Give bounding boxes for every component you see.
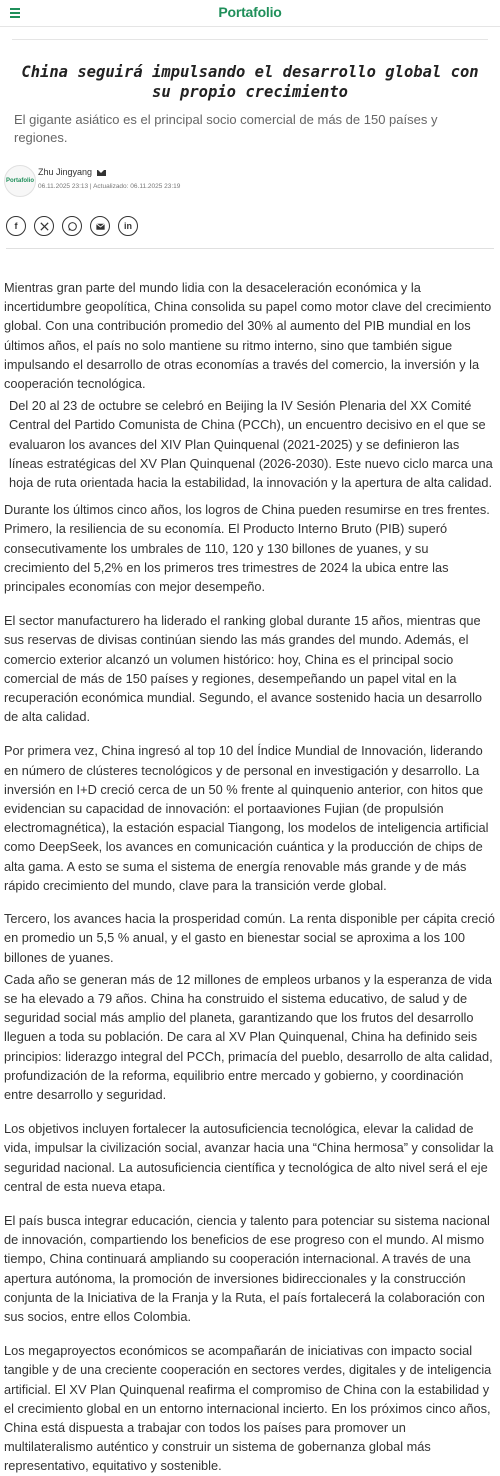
avatar: Portafolio [4,165,36,197]
paragraph: Del 20 al 23 de octubre se celebró en Beijing la IV Sesión Plenaria del XX Comité Central del Partido Comunista de China (PCCh), un encuentro decisivo en el que se evaluaron los avances del XIV Plan Quinquenal (2021-2025) y se definieron las líneas estratégicas del XV Plan Quinquenal (2026-2030). Este nuevo ciclo marca una hoja de ruta orientada hacia la estabilidad, la innovación y la apertura de alta calidad. [9,398,493,491]
author-block [0,165,500,205]
linkedin-icon[interactable]: in [118,216,138,236]
share-divider [6,248,494,249]
author-name[interactable] [38,167,106,177]
header-divider [12,39,488,40]
mail-icon[interactable] [97,170,106,176]
facebook-icon[interactable]: f [6,216,26,236]
paragraph: Cada año se generan más de 12 millones de empleos urbanos y la esperanza de vida se ha elevado a 79 años. China ha construido el sistema educativo, de salud y de seguridad social más amplio del planeta, garantizando que los frutos del desarrollo lleguen a toda su población. De cara al XV Plan Quinquenal, China ha definido seis principios: liderazgo integral del PCCh, primacía del pueblo, desarrollo de alta calidad, profundización de la reforma, equilibrio entre mercado y gobierno, y coordinación entre desarrollo y seguridad. [4,971,493,1102]
paragraph: Mientras gran parte del mundo lidia con la desaceleración económica y la incertidumbre geopolítica, China consolida su papel como motor clave del crecimiento global. Con una contribución promedio del 30% al aumento del PIB mundial en los últimos años, el país no solo mantiene su ritmo interno, sino que también sigue impulsando el desarrollo de otras economías a través del comercio, la inversión y la cooperación tecnológica. [4,280,492,392]
author-name-text[interactable]: Zhu Jingyang [38,167,93,177]
site-logo[interactable]: Portafolio [218,4,282,20]
paragraph: Tercero, los avances hacia la prosperidad común. La renta disponible per cápita creció en promedio un 5,5 % anual, y el gasto en bienestar social se aproxima a los 100 billones de yuanes. [4,911,495,965]
share-bar [6,216,500,238]
article-lead: El gigante asiático es el principal socio comercial de más de 150 países y regiones. [14,112,438,145]
email-icon[interactable] [90,216,110,236]
article-body [0,278,500,1476]
paragraph: Por primera vez, China ingresó al top 10 del Índice Mundial de Innovación, liderando en número de clústeres tecnológicos y de personal en investigación y desarrollo. La inversión en I+D creció cerca de un 50 % frente al quinquenio anterior, con hitos que evidencian su capacidad de innovación: el portaaviones Fujian (de propulsión electromagnética), la estación espacial Tiangong, los modelos de inteligencia artificial como DeepSeek, los avances en comunicación cuántica y la producción de chips de alta gama. A esto se suma el sistema de energía renovable más grande y de más rápido crecimiento del mundo, clave para la transición verde global. [4,743,489,893]
publish-dates: 06.11.2025 23:13 | Actualizado: 06.11.2025 23:19 [38,183,181,190]
paragraph: El sector manufacturero ha liderado el ranking global durante 15 años, mientras que sus reservas de divisas continúan siendo las más grandes del mundo. Además, el comercio exterior alcanzó un volumen histórico: hoy, China es el principal socio comercial de más de 150 países y regiones, desempeñando un papel vital en la recuperación económica mundial. Segundo, el avance sostenido hacia un desarrollo de alta calidad. [4,613,483,725]
top-bar [0,0,500,27]
article-title: China seguirá impulsando el desarrollo global con su propio crecimiento [21,63,479,101]
paragraph: El país busca integrar educación, ciencia y talento para potenciar su sistema nacional de innovación, compartiendo los beneficios de ese progreso con el mundo. Al mismo tiempo, China continuará ampliando su cooperación internacional. A través de una apertura autónoma, la promoción de inversiones bidireccionales y la construcción conjunta de la Iniciativa de la Franja y la Ruta, el país fortalecerá la colaboración con sus socios, entre ellos Colombia. [4,1212,490,1324]
paragraph: Los objetivos incluyen fortalecer la autosuficiencia tecnológica, elevar la calidad de vida, impulsar la civilización social, avanzar hacia una “China hermosa” y consolidar la seguridad nacional. La autosuficiencia científica y tecnológica de alto nivel será el eje central de esta nueva etapa. [4,1121,494,1194]
whatsapp-icon[interactable] [62,216,82,236]
paragraph: Durante los últimos cinco años, los logros de China pueden resumirse en tres frentes. Primero, la resiliencia de su economía. El Producto Interno Bruto (PIB) superó consecutivamente los umbrales de 110, 120 y 130 billones de yuanes, y su crecimiento del 5,2% en los primeros tres trimestres de 2024 la ubica entre las principales economías con mejor desempeño. [4,502,490,595]
paragraph: Los megaproyectos económicos se acompañarán de iniciativas con impacto social tangible y de una creciente cooperación en sectores verdes, digitales y de inteligencia artificial. El XV Plan Quinquenal reafirma el compromiso de China con la estabilidad y el crecimiento global en un entorno internacional incierto. En los próximos cinco años, China está dispuesta a trabajar con todos los países para promover un multilateralismo auténtico y construir un sistema de gobernanza global más representativo, equitativo y sostenible. [4,1343,492,1474]
x-icon[interactable] [34,216,54,236]
